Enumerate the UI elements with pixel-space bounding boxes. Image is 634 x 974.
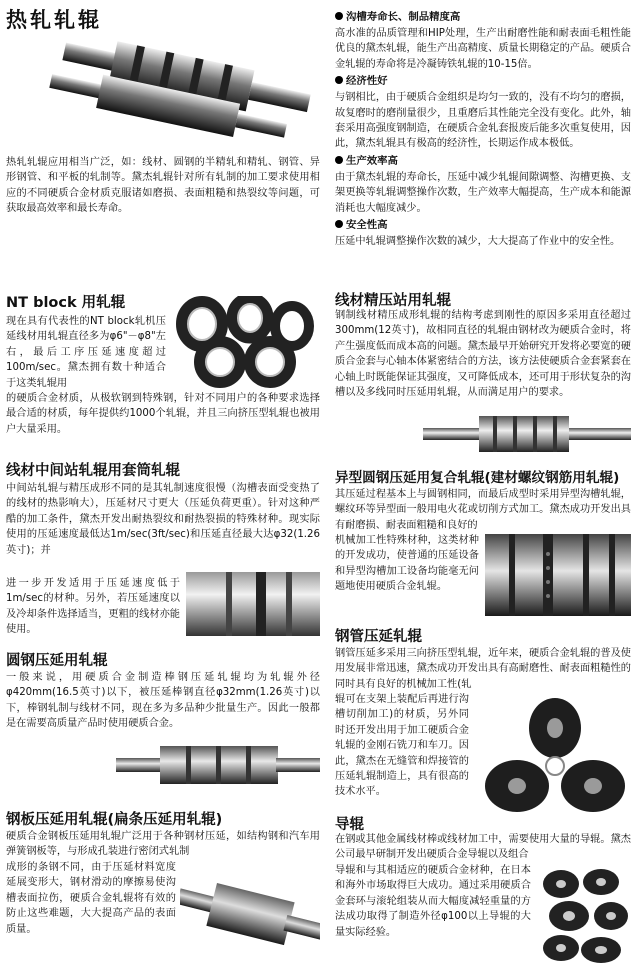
rebar-section: [335, 466, 631, 486]
plate-title: 钢板压延用轧辊(扁条压延用轧辊): [6, 812, 223, 828]
guide-title: 导辊: [335, 817, 364, 833]
wire-finish-title: 线材精压站用轧辊: [335, 293, 451, 309]
bullet-icon: [335, 220, 343, 228]
plate-roll-photo: [180, 862, 320, 970]
guide-section: [335, 813, 631, 834]
feature-text: 压延中轧辊调整操作次数的减少，大大提高了作业中的安全性。: [335, 236, 621, 248]
rebar-roll-photo: [485, 534, 631, 616]
tube-section: [335, 625, 631, 646]
nt-block-text-a: 现在具有代表性的NT block轧机压延线材用轧辊直径多为φ6"－φ8"左右，最后工序压延速度超过100m/sec。黛杰拥有数十种适合于这类轧辊用: [6, 316, 166, 389]
nt-block-text-b: 的硬质合金材质，从极软钢到特殊钢，针对不同用户的各种要求选择最合适的材质，每年提供约1000个轧辊，并且三向挤压型轧辊也被用户大量采用。: [6, 393, 320, 435]
sleeve-roll-photo: [186, 568, 320, 640]
plate-text-b: 成形的条钢不同，由于压延材料宽度延展变形大，钢材滑动的摩擦易使沟槽表面拉伤，硬质合金轧辊将有效的防止这些难题，大大提高产品的表面质量。: [6, 862, 176, 935]
wire-mid-section: [6, 459, 320, 480]
feature-title: 经济性好: [346, 75, 388, 88]
round-title: 圆钢压延用轧辊: [6, 653, 108, 669]
nt-block-title: NT block 用轧辊: [6, 295, 126, 311]
tube-text-b: 辊可在支架上装配后再进行沟槽切削加工)的材质，另外同时还开发出用于加工硬质合金轧辊的金刚石铣刀和车刀。因此，黛杰在无缝管和焊接管的压延轧辊制造上，具有很高的技术水平。: [335, 694, 469, 798]
wire-mid-title: 线材中间站轧辊用套筒轧辊: [6, 463, 180, 479]
wire-mid-text-b: 进一步开发适用于压延速度低于1m/sec的材种。另外，若压延速度以及冷却条件选择适当，更粗的线材亦能使用。: [6, 578, 180, 636]
wire-finish-roll-photo: [423, 412, 631, 456]
nt-block-rings-photo: [174, 296, 316, 388]
bullet-icon: [335, 12, 343, 20]
tube-roll-photo: [479, 696, 631, 822]
guide-text-a: 在钢或其他金属线材棒或线材加工中，需要使用大量的导辊。黛杰公司最早研制开发出硬质合金导辊以及组合: [335, 834, 631, 861]
wire-finish-text: 钢制线材精压成形轧辊的结构考虑到刚性的原因多采用直径超过300mm(12英寸)，故相同直径的轧辊由钢材改为硬质合金时，将产生强度低而成本高的问题。黛杰最早开始研究开发将必要宽的硬质合金套与心轴本体紧密结合的方法，该方法使硬质合金套紧套在心轴上时既能保证其强度，又可降低成本，还可用于形状复杂的沟槽以及多线同时压延用轧辊，从而满足用户的要求。: [335, 310, 631, 399]
plate-section: [6, 808, 320, 829]
tube-title: 钢管压延轧辊: [335, 629, 422, 645]
rebar-title: 异型圆钢压延用复合轧辊(建材螺纹钢筋用轧辊): [335, 470, 620, 486]
plate-text-a: 硬质合金钢板压延用轧辊广泛用于各种钢材压延，如结构钢和汽车用弹簧钢板等，与形成孔装进行密闭式轧制: [6, 831, 320, 858]
round-roll-photo: [116, 738, 320, 798]
wire-mid-text-a: 中间站轧辊与精压成形不同的是其轧制速度很慢（沟槽表面受变热了的线材的热影响大），压延材尺寸更大（压延负荷更重）。针对这种严酷的加工条件，黛杰开发出耐热裂纹和耐热裂损的特殊材种。现实际使用的压延速度最低达1m/sec(3ft/sec)和压延直径最大达φ32(1.26英寸)；并: [6, 483, 320, 556]
features-section: [335, 10, 631, 249]
guide-text-b: 导辊和与其相适应的硬质合金材种，在日本和海外市场取得巨大成功。通过采用硬质合金套环与滚轮组装从而大幅度减轻重量的方法成功取得了制造外径φ100以上导辊的大量实际经验。: [335, 865, 531, 938]
round-section: [6, 649, 320, 670]
feature-title: 沟槽寿命长、制品精度高: [346, 11, 461, 23]
bullet-icon: [335, 76, 343, 84]
page-title: 热轧轧辊: [6, 8, 102, 32]
hot-roll-section: [6, 4, 322, 34]
guide-roller-photo: [539, 866, 631, 964]
hot-roll-text: 热轧轧辊应用相当广泛，如：线材、圆钢的半精轧和精轧、钢管、异形钢管、和平板的轧制等。黛杰轧辊针对所有轧制的加工要求使用相应的不同硬质合金材质克服诸如磨损、表面粗糙和热裂纹等问题，可获取最高效率和最长寿命。: [6, 157, 320, 215]
feature-title: 安全性高: [346, 219, 388, 232]
bullet-icon: [335, 156, 343, 164]
feature-title: 生产效率高: [346, 154, 398, 167]
hot-roll-photo: [48, 38, 318, 150]
feature-text: 与钢相比，由于硬质合金组织是均匀一致的，没有不均匀的磨损，故复磨时的磨削量很少，且重磨后其性能完全没有变化。此外，轴套采用高强度钢制造，在硬质合金轧套报废后能多次重复使用，因此，黛杰轧辊具有极高的经济性，长期运作成本极低。: [335, 92, 631, 150]
rebar-text-b: 机械加工性特殊材种，这类材种的开发成功，使普通的压延设备和异型沟槽加工设备均能毫无问题地使用硬质合金轧辊。: [335, 535, 479, 593]
feature-text: 高水准的品质管理和HIP处理，生产出耐磨性能和耐表面毛粗性能优良的黛杰轧辊，能生产出高精度、质量长期稳定的产品。硬质合金轧辊的寿命将是冷凝铸铁轧辊的10-15倍。: [335, 28, 631, 70]
tube-text-a: 钢管压延多采用三向挤压型轧辊，近年来，硬质合金轧辊的普及使用发展非常迅速，黛杰成功开发出具有高耐磨性、耐表面粗糙性的同时具有良好的机械加工性(轧: [335, 648, 631, 690]
wire-finish-section: [335, 289, 631, 310]
feature-text: 由于黛杰轧辊的寿命长，压延中减少轧辊间隙调整、沟槽更换、支架更换等轧辊调整操作次数，生产效率大幅提高，生产成本和能源消耗也大幅度减少。: [335, 171, 631, 214]
round-text: 一般来说，用硬质合金制造棒钢压延轧辊均为轧辊外径φ420mm(16.5英寸)以下，被压延棒钢直径φ32mm(1.26英寸)以下，棒钢轧制与线材不同，现在多为多品种少批量生产。因此一般都是在需要高质量产品时使用硬质合金。: [6, 672, 320, 730]
rebar-text-a: 其压延过程基本上与圆钢相同，而最后成型时采用异型沟槽轧辊，螺纹环等异型面一般用电火花或切削方式加工。黛杰成功开发出具有耐磨损、耐表面粗糙和良好的: [335, 489, 631, 531]
